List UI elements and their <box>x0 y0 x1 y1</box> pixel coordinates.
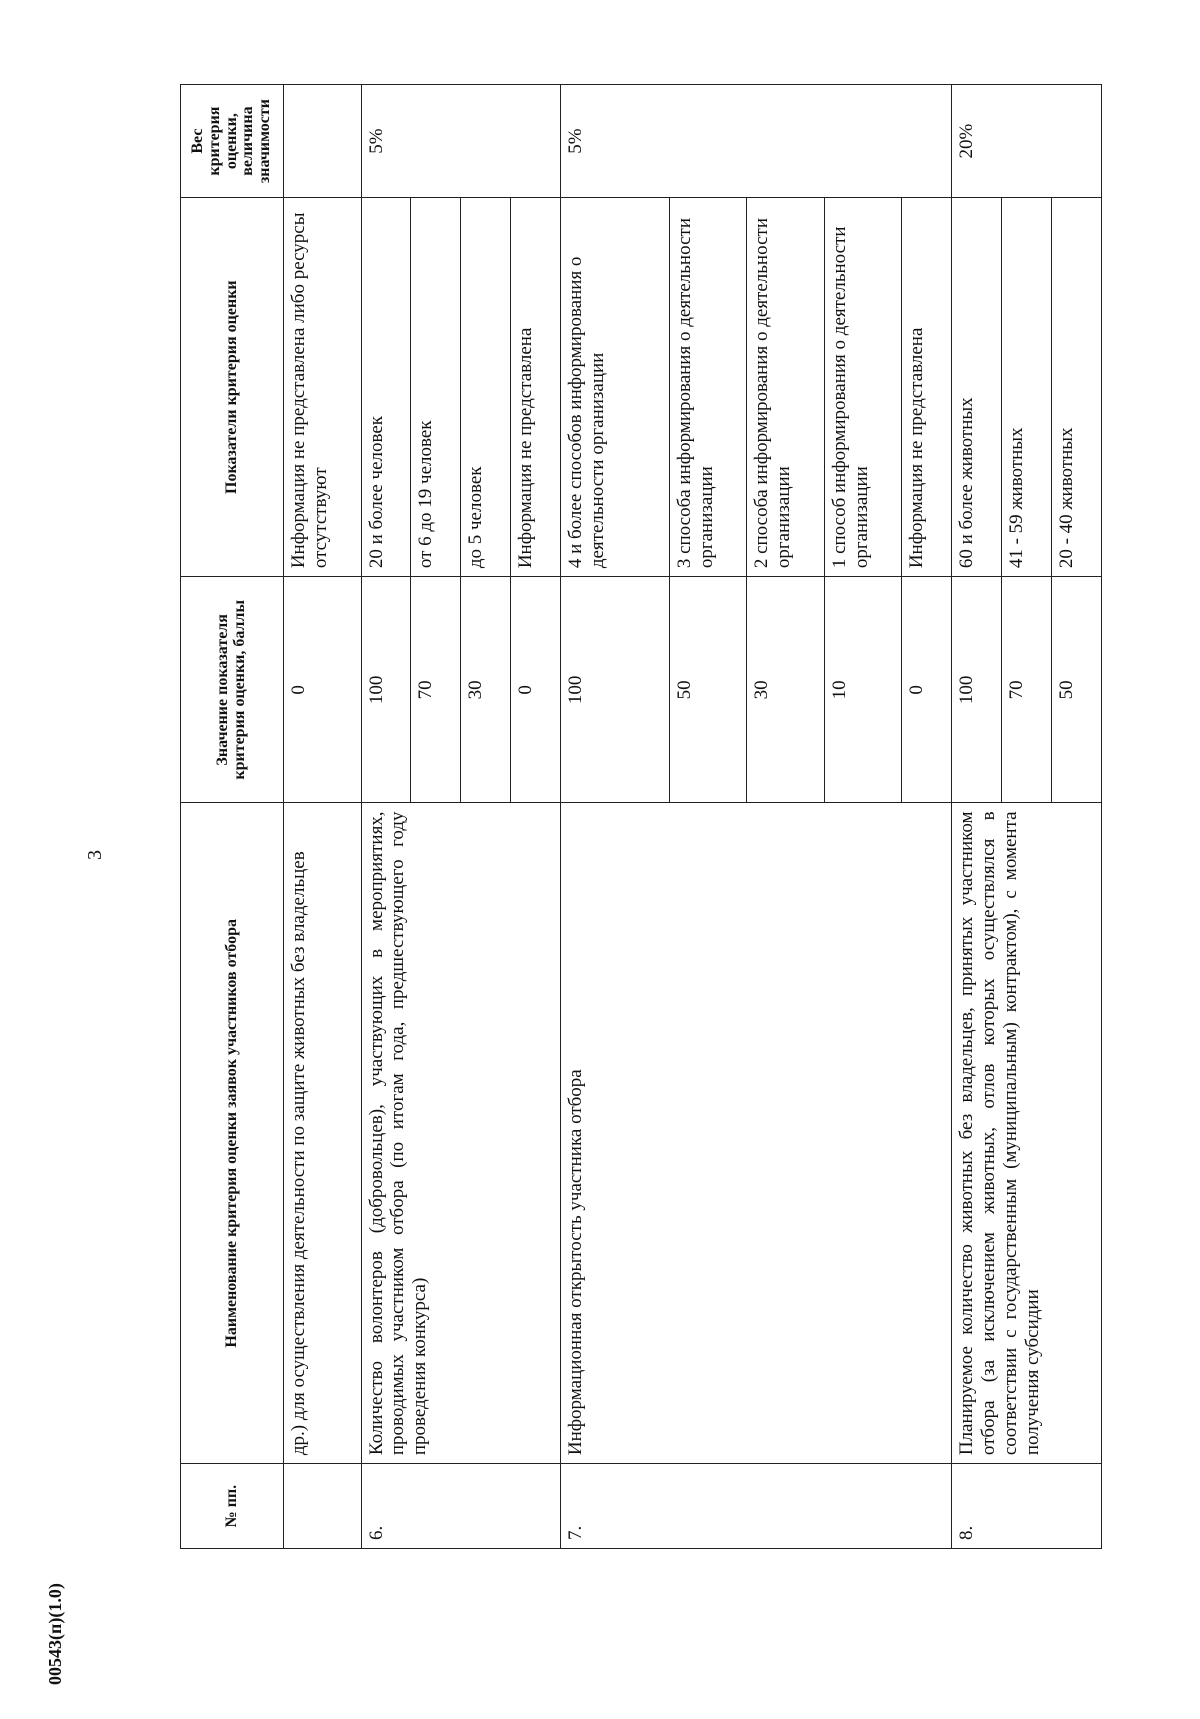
score-value: 0 <box>902 577 952 803</box>
criterion-name: Количество волонтеров (добровольцев), участвующих в мероприятиях, проводимых участником отбора (по итогам года, предшествующего году проведения конкурса) <box>361 803 560 1464</box>
indicator-text: Информация не представлена либо ресурсы отсутствуют <box>284 198 362 577</box>
indicator-text: от 6 до 19 человек <box>411 198 461 577</box>
row-num <box>284 1464 362 1549</box>
indicator-text: до 5 человек <box>461 198 511 577</box>
header-row <box>181 85 284 1549</box>
weight-value: 20% <box>952 85 1102 198</box>
table-row <box>284 85 362 1549</box>
page-number: 3 <box>84 850 106 860</box>
indicator-text: 41 - 59 животных <box>1002 198 1052 577</box>
header-indicator: Показатели критерия оценки <box>181 198 284 577</box>
score-value: 50 <box>669 577 747 803</box>
indicator-text: 2 способа информирования о деятельности организации <box>747 198 825 577</box>
criterion-name: Планируемое количество животных без владельцев, принятых участником отбора (за исключением животных, отлов которых осуществлялся в соответствии с государственным (муниципальным) контрактом), с момента получения субсидии <box>952 803 1102 1464</box>
row-num: 6. <box>361 1464 560 1549</box>
indicator-text: 3 способа информирования о деятельности организации <box>669 198 747 577</box>
indicator-text: 20 и более человек <box>361 198 411 577</box>
weight-value: 5% <box>361 85 560 198</box>
indicator-text: Информация не представлена <box>511 198 561 577</box>
criteria-table <box>180 84 1102 1549</box>
score-value: 10 <box>824 577 902 803</box>
rotated-table-container <box>180 84 1102 1549</box>
criterion-name: др.) для осуществления деятельности по защите животных без владельцев <box>284 803 362 1464</box>
table-wrapper <box>180 84 1200 1540</box>
header-score: Значение показателя критерия оценки, баллы <box>181 577 284 803</box>
score-value: 0 <box>511 577 561 803</box>
score-value: 30 <box>747 577 825 803</box>
score-value: 100 <box>361 577 411 803</box>
score-value: 30 <box>461 577 511 803</box>
row-num: 8. <box>952 1464 1102 1549</box>
score-value: 50 <box>1051 577 1101 803</box>
table-row <box>361 85 411 1549</box>
score-value: 100 <box>561 577 670 803</box>
indicator-text: 4 и более способов информирования о деятельности организации <box>561 198 670 577</box>
score-value: 0 <box>284 577 362 803</box>
score-value: 100 <box>952 577 1002 803</box>
criterion-name: Информационная открытость участника отбора <box>561 803 952 1464</box>
table-row <box>952 85 1002 1549</box>
header-name: Наименование критерия оценки заявок участников отбора <box>181 803 284 1464</box>
table-row <box>561 85 670 1549</box>
indicator-text: 1 способ информирования о деятельности организации <box>824 198 902 577</box>
score-value: 70 <box>1002 577 1052 803</box>
header-num: № пп. <box>181 1464 284 1549</box>
row-num: 7. <box>561 1464 952 1549</box>
indicator-text: 60 и более животных <box>952 198 1002 577</box>
header-weight: Вес критерия оценки, величина значимости <box>181 85 284 198</box>
weight-value <box>284 85 362 198</box>
score-value: 70 <box>411 577 461 803</box>
indicator-text: Информация не представлена <box>902 198 952 577</box>
indicator-text: 20 - 40 животных <box>1051 198 1101 577</box>
document-code: 00543(п)(1.0) <box>45 1583 65 1685</box>
weight-value: 5% <box>561 85 952 198</box>
